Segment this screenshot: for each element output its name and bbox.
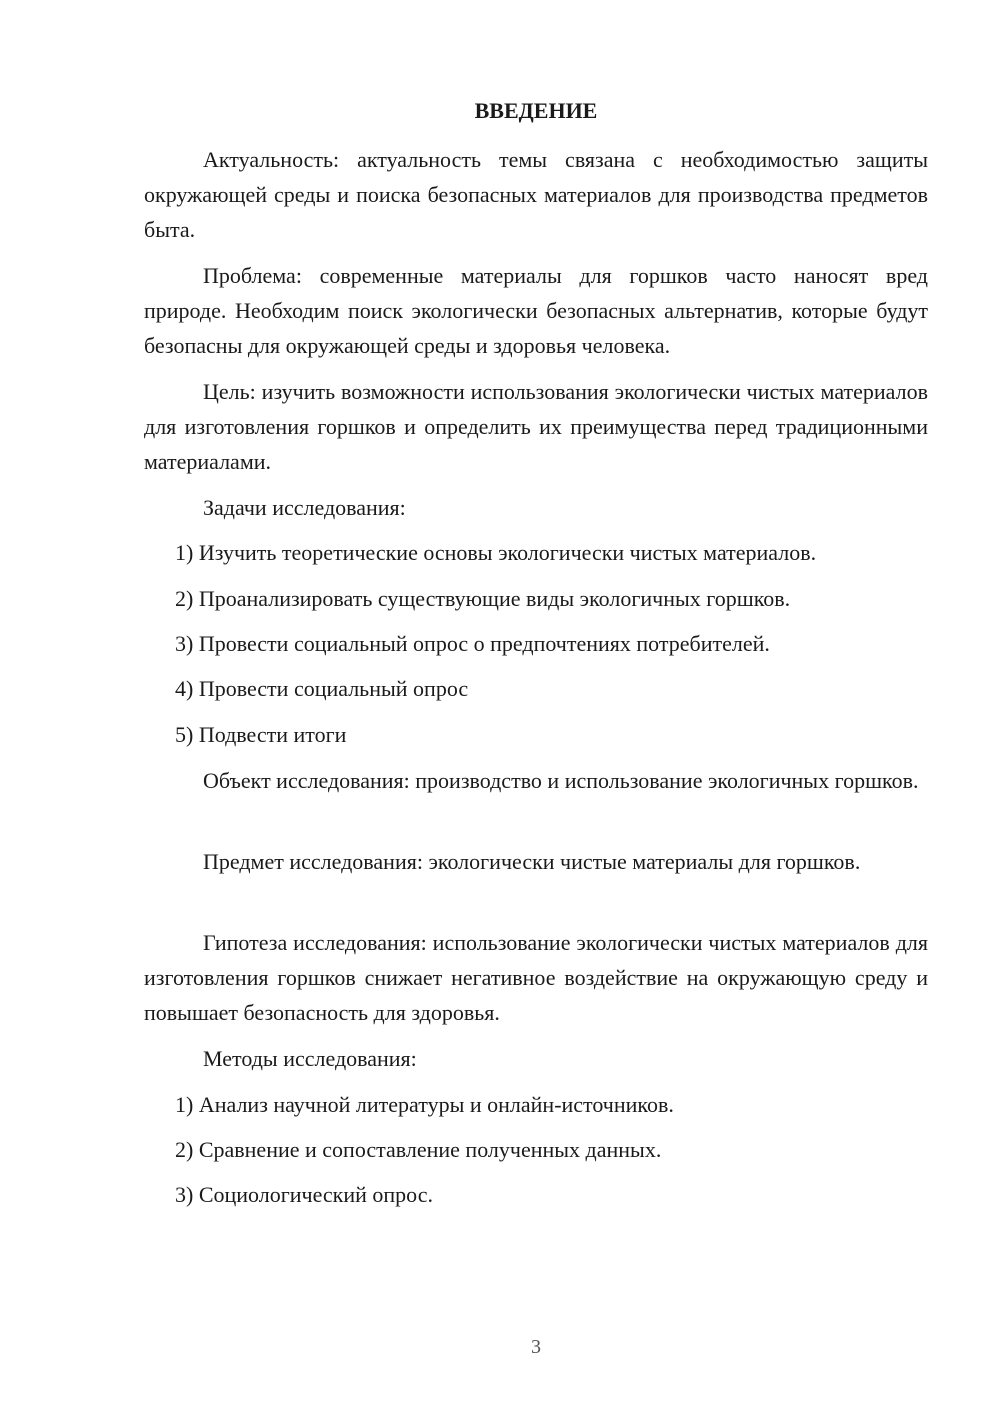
task-item-5: 5) Подвести итоги: [175, 722, 347, 747]
task-item-1: 1) Изучить теоретические основы экологически чистых материалов.: [175, 540, 817, 565]
goal-paragraph: Цель: изучить возможности использования экологически чистых материалов для изготовления горшков и определить их преимущества перед традиционными материалами.: [144, 379, 928, 474]
task-item-2: 2) Проанализировать существующие виды экологичных горшков.: [175, 586, 791, 611]
section-title: ВВЕДЕНИЕ: [474, 98, 598, 123]
document-page: [144, 0, 928, 1414]
method-item-2: 2) Сравнение и сопоставление полученных данных.: [175, 1137, 662, 1162]
relevance-paragraph: Актуальность: актуальность темы связана с необходимостью защиты окружающей среды и поиска безопасных материалов для производства предметов быта.: [144, 147, 928, 242]
tasks-heading: Задачи исследования:: [203, 495, 406, 520]
hypothesis-paragraph: Гипотеза исследования: использование экологически чистых материалов для изготовления горшков снижает негативное воздействие на окружающую среду и повышает безопасность для здоровья.: [144, 930, 928, 1025]
task-item-4: 4) Провести социальный опрос: [175, 676, 469, 701]
problem-paragraph: Проблема: современные материалы для горшков часто наносят вред природе. Необходим поиск экологически безопасных альтернатив, которые будут безопасны для окружающей среды и здоровья человека.: [144, 263, 928, 358]
method-item-3: 3) Социологический опрос.: [175, 1182, 433, 1207]
subject-paragraph: Предмет исследования: экологически чистые материалы для горшков.: [203, 849, 861, 874]
object-paragraph: Объект исследования: производство и использование экологичных горшков.: [203, 768, 919, 793]
methods-heading: Методы исследования:: [203, 1046, 417, 1071]
task-item-3: 3) Провести социальный опрос о предпочтениях потребителей.: [175, 631, 770, 656]
page-number: 3: [531, 1336, 541, 1358]
method-item-1: 1) Анализ научной литературы и онлайн-источников.: [175, 1092, 674, 1117]
